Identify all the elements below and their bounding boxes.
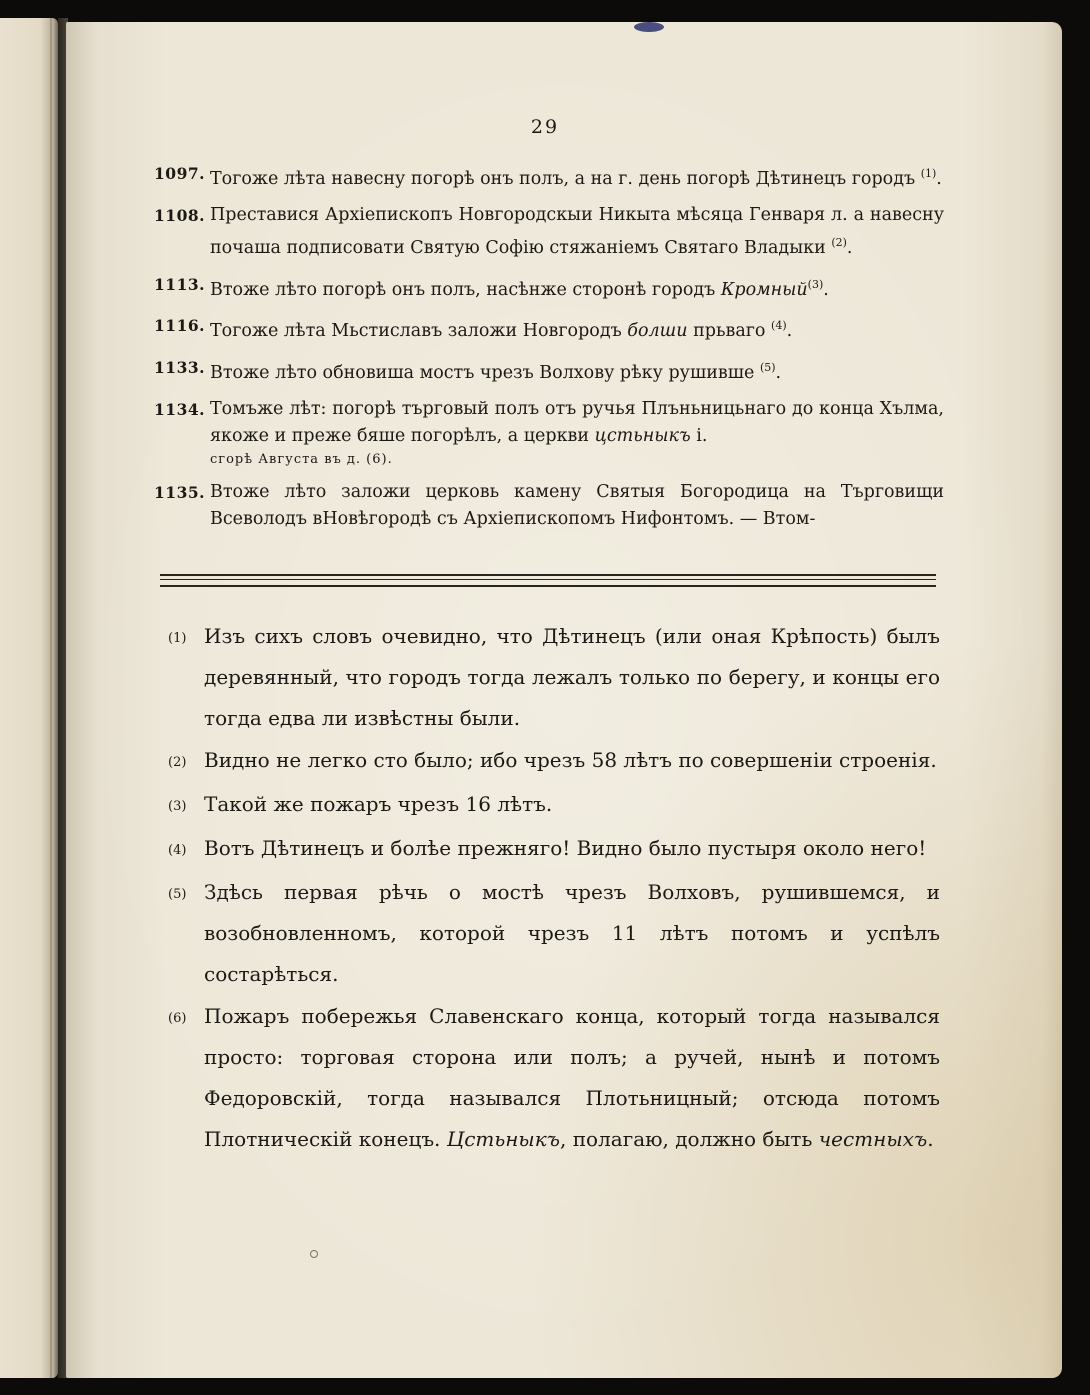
chronicle-entry [154,271,944,304]
italic-word: болши [627,321,688,342]
text-run: Здѣсь первая рѣчь о мостѣ чрезъ Волховъ, рушившемся, и возобновленномъ, которой чрезъ 11 лѣтъ потомъ и успѣлъ состарѣться. [204,880,940,986]
footnote-reference: (5) [759,361,776,375]
footnote [168,616,940,739]
italic-word: Кромный [720,279,808,300]
page-edge-line [50,18,52,1378]
entry-text [210,354,944,387]
text-run: Тогоже лѣта навесну погорѣ онъ полъ, а на г. день погорѣ Дѣтинецъ городъ [210,168,921,189]
entry-text [210,271,944,304]
entry-year: 1133. [154,358,206,378]
chronicle-entry [154,479,944,533]
text-run: і. [690,426,708,447]
footnote [168,828,940,871]
chronicle-entries [154,160,944,542]
text-run: Такой же пожаръ чрезъ 16 лѣтъ. [204,792,553,816]
footnote-marker: (4) [168,843,187,858]
text-run: Видно не легко сто было; ибо чрезъ 58 лѣтъ по совершеніи строенія. [204,748,937,772]
footnote-text [204,872,940,995]
text-run: . [786,321,793,342]
entry-text [210,396,944,470]
entry-text [210,312,944,345]
text-run: . [927,1127,934,1151]
previous-page-edge [0,18,58,1378]
footnote-text [204,828,940,871]
chronicle-entry [154,396,944,470]
footnote-marker: (3) [168,799,187,814]
footnote-marker: (2) [168,755,187,770]
footnote-text [204,996,940,1160]
footnotes [168,616,940,1161]
footnote-reference: (2) [831,235,847,249]
text-run: Вотъ Дѣтинецъ и болѣе прежняго! Видно было пустыря около него! [204,836,927,860]
footnote-text [204,616,940,739]
text-run: прьваго [687,321,772,342]
text-run: Томъже лѣт: погорѣ търговый полъ отъ ручья Плъньницьнаго до конца Хълма, якоже и преже бяше погорѣлъ, а церкви [210,399,944,447]
footnote-marker: (6) [168,1011,187,1026]
entry-text [210,479,944,533]
entry-text [210,202,944,262]
text-run: , полагаю, должно быть [560,1127,819,1151]
footnote [168,740,940,783]
italic-word: Цстьныкъ [446,1127,560,1151]
footnote-text [204,740,940,783]
paper-blemish [310,1250,318,1258]
footnote-separator-rule [160,574,936,587]
chronicle-entry [154,312,944,345]
chronicle-entry [154,354,944,387]
entry-year: 1135. [154,483,206,503]
footnote-marker: (5) [168,887,187,902]
italic-word: честныхъ [818,1127,928,1151]
ink-blot [634,22,664,32]
footnote-reference: (3) [807,277,824,291]
footnote-reference: (1) [920,167,937,180]
chronicle-entry [154,160,944,193]
entry-text [210,160,944,193]
text-run: . [775,363,782,384]
footnote-reference: (4) [771,319,787,333]
entry-small-line: сгорѣ Августа въ д. (6). [210,452,393,468]
footnote-text [204,784,940,827]
text-run: Втоже лѣто заложи церковь камену Святыя Богородица на Търговищи Всеволодъ вНовѣгородѣ съ Архіепископомъ Нифонтомъ. — Втом- [210,482,944,530]
page-number: 29 [530,116,560,138]
text-run: Втоже лѣто обновиша мостъ чрезъ Волхову рѣку рушивше [210,363,760,384]
entry-year: 1108. [154,205,206,225]
entry-year: 1113. [154,274,206,294]
text-run: . [846,237,853,258]
text-run: Преставися Архіепископъ Новгородскыи Никыта мѣсяца Генваря л. а навесну почаша подписовати Святую Софію стяжаніемъ Святаго Владыки [210,204,944,258]
entry-year: 1116. [154,316,206,336]
text-run: Втоже лѣто погорѣ онъ полъ, насѣнже сторонѣ городъ [210,279,721,300]
chronicle-entry [154,202,944,262]
text-run: . [936,168,942,189]
footnote [168,872,940,995]
footnote-marker: (1) [168,631,187,646]
footnote [168,996,940,1160]
text-run: Изъ сихъ словъ очевидно, что Дѣтинецъ (или оная Крѣпость) былъ деревянный, что городъ тогда лежалъ только по берегу, и концы его тогда едва ли извѣстны были. [204,624,940,730]
italic-word: цстьныкъ [594,426,691,447]
entry-year: 1134. [154,400,206,420]
footnote [168,784,940,827]
text-run: Пожаръ побережья Славенскаго конца, который тогда назывался просто: торговая сторона или полъ; а ручей, нынѣ и потомъ Федоровскій, тогда назывался Плотьницный; отсюда потомъ Плотничеcкій конецъ. [204,1004,940,1151]
entry-year: 1097. [154,164,206,183]
text-run: . [823,279,829,300]
text-run: Тогоже лѣта Мьстиславъ заложи Новгородъ [210,321,628,342]
